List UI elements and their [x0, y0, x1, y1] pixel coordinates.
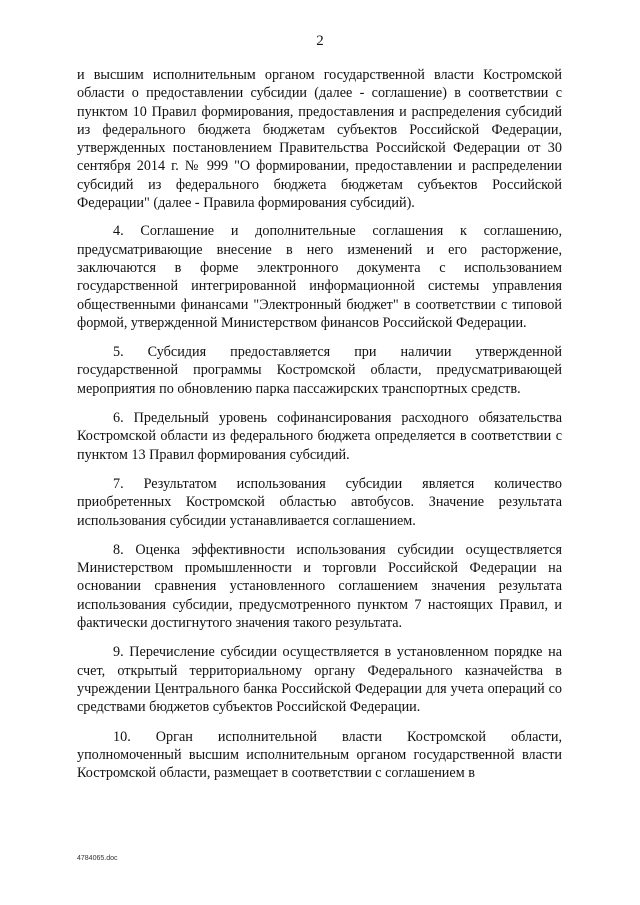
paragraph-item-6: 6. Предельный уровень софинансирования расходного обязательства Костромской области из федерального бюджета определяется в соответствии с пунктом 13 Правил формирования субсидий. [77, 410, 562, 463]
paragraph-item-4: 4. Соглашение и дополнительные соглашения к соглашению, предусматривающие внесение в него изменений и его расторжение, заключаются в форме электронного документа с использованием государственной интегрированной информационной системы управления общественными финансами "Электронный бюджет" в соответствии с типовой формой, утвержденной Министерством финансов Российской Федерации. [77, 223, 562, 331]
page-number: 2 [316, 33, 324, 49]
document-body [77, 66, 562, 782]
paragraph-item-8: 8. Оценка эффективности использования субсидии осуществляется Министерством промышленности и торговли Российской Федерации на основании сравнения установленного соглашением значения результата использования субсидии, предусмотренного пунктом 7 настоящих Правил, и фактически достигнутого значения такого результата. [77, 541, 562, 632]
paragraph-item-10: 10. Орган исполнительной власти Костромской области, уполномоченный высшим исполнительным органом государственной власти Костромской области, размещает в соответствии с соглашением в [77, 728, 562, 782]
footer-document-code: 4784065.doc [77, 855, 118, 862]
paragraph-item-7: 7. Результатом использования субсидии является количество приобретенных Костромской областью автобусов. Значение результата использования субсидии устанавливается соглашением. [77, 475, 562, 529]
paragraph-item-9: 9. Перечисление субсидии осуществляется в установленном порядке на счет, открытый территориальному органу Федерального казначейства в учреждении Центрального банка Российской Федерации для учета операций со средствами бюджетов субъектов Российской Федерации. [77, 644, 562, 716]
paragraph-item-5: 5. Субсидия предоставляется при наличии утвержденной государственной программы Костромской области, предусматривающей мероприятия по обновлению парка пассажирских транспортных средств. [77, 344, 562, 397]
paragraph-continuation: и высшим исполнительным органом государственной власти Костромской области о предоставлении субсидии (далее - соглашение) в соответствии с пунктом 10 Правил формирования, предоставления и распределения субсидий из федерального бюджета бюджетам субъектов Российской Федерации, утвержденных постановлением Правительства Российской Федерации от 30 сентября 2014 г. № 999 "О формировании, предоставлении и распределении субсидий из федерального бюджета бюджетам субъектов Российской Федерации" (далее - Правила формирования субсидий). [77, 67, 562, 212]
